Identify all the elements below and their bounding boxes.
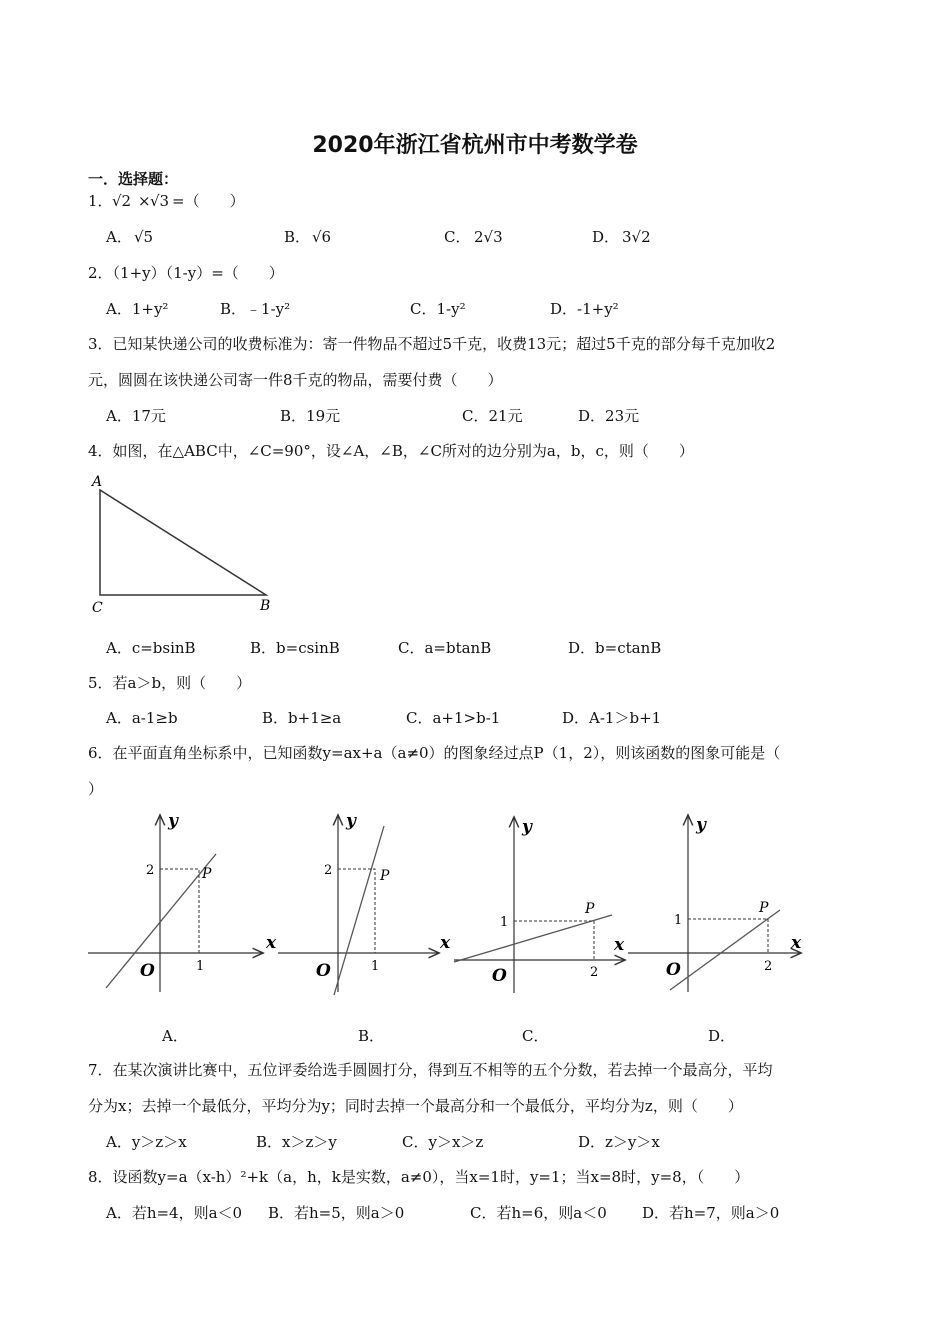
graph-d-y-label: y bbox=[696, 815, 706, 835]
graph-c-origin-label: O bbox=[492, 966, 507, 986]
q5-option-c: C．a+1>b-1 bbox=[406, 709, 501, 727]
graph-b-origin-label: O bbox=[316, 961, 331, 981]
q3-option-c: C．21元 bbox=[462, 407, 523, 425]
graph-a bbox=[88, 811, 277, 992]
graph-c-x-tick: 2 bbox=[590, 965, 599, 980]
q1-option-b-value: √6 bbox=[312, 228, 332, 246]
q3-stem-line1: 3．已知某快递公司的收费标准为：寄一件物品不超过5千克，收费13元；超过5千克的部分每千克加收2 bbox=[88, 335, 776, 353]
graph-a-origin-label: O bbox=[140, 961, 155, 981]
vertex-b-label: B bbox=[260, 598, 271, 614]
q1-times: × bbox=[138, 192, 151, 210]
graph-d-line bbox=[670, 910, 780, 990]
q1-option-b-label: B． bbox=[284, 228, 311, 246]
q8-option-b: B．若h=5，则a＞0 bbox=[268, 1204, 405, 1222]
graph-a-y-label: y bbox=[168, 811, 178, 831]
graph-c-y-label: y bbox=[522, 817, 532, 837]
graph-b-x-tick: 1 bbox=[371, 959, 380, 974]
graph-d-y-tick: 1 bbox=[674, 913, 683, 928]
q3-option-a: A．17元 bbox=[106, 407, 166, 425]
q4-option-b: B．b=csinB bbox=[250, 639, 340, 657]
graph-c-x-label: x bbox=[614, 935, 625, 955]
q2-option-d: D．-1+y² bbox=[550, 300, 619, 318]
graph-a-x-tick: 1 bbox=[196, 959, 205, 974]
q7-option-a: A．y＞z＞x bbox=[106, 1133, 187, 1151]
graph-a-x-label: x bbox=[266, 933, 277, 953]
q4-option-c: C．a=btanB bbox=[398, 639, 492, 657]
q8-option-a: A．若h=4，则a＜0 bbox=[106, 1204, 243, 1222]
vertex-a-label: A bbox=[92, 474, 103, 490]
page-title: 2020年浙江省杭州市中考数学卷 bbox=[312, 133, 638, 158]
q8-stem: 8．设函数y=a（x-h）²+k（a，h，k是实数，a≠0），当x=1时，y=1；当x=8时，y=8，（ ） bbox=[88, 1168, 750, 1186]
q2-option-c: C．1-y² bbox=[410, 300, 466, 318]
q3-option-d: D．23元 bbox=[578, 407, 640, 425]
graph-c-y-tick: 1 bbox=[500, 915, 509, 930]
q6-option-a: A． bbox=[162, 1027, 188, 1045]
q1-stem-tail: =（ ） bbox=[172, 192, 245, 210]
graph-b-point-label: P bbox=[380, 868, 390, 884]
graph-b bbox=[278, 811, 451, 995]
q1-option-d-value: 3√2 bbox=[622, 228, 651, 246]
q1-sqrt2: √2 bbox=[112, 192, 132, 210]
graph-c-line bbox=[454, 915, 612, 962]
graph-b-guides bbox=[338, 869, 375, 953]
graph-d-point-label: P bbox=[759, 900, 769, 916]
q8-option-c: C．若h=6，则a＜0 bbox=[470, 1204, 607, 1222]
q4-stem: 4．如图，在△ABC中，∠C=90°，设∠A，∠B，∠C所对的边分别为a，b，c，则（ ） bbox=[88, 442, 694, 460]
q8-option-d: D．若h=7，则a＞0 bbox=[642, 1204, 780, 1222]
q6-option-c: C． bbox=[522, 1027, 549, 1045]
graph-a-point-label: P bbox=[202, 866, 212, 882]
graph-d-x-label: x bbox=[791, 933, 802, 953]
q1-option-a-label: A． bbox=[106, 228, 132, 246]
q7-stem-line2: 分为x；去掉一个最低分，平均分为y；同时去掉一个最高分和一个最低分，平均分为z，则（ ） bbox=[88, 1097, 743, 1115]
q5-option-d: D．A-1＞b+1 bbox=[562, 709, 662, 727]
q2-option-b: B．﹣1-y² bbox=[220, 300, 291, 318]
graph-b-y-label: y bbox=[346, 811, 356, 831]
section-heading: 一．选择题： bbox=[88, 170, 179, 188]
vertex-c-label: C bbox=[92, 600, 103, 616]
q6-option-b: B． bbox=[358, 1027, 385, 1045]
q6-stem-line1: 6．在平面直角坐标系中，已知函数y=ax+a（a≠0）的图象经过点P（1，2），则该函数的图象可能是（ bbox=[88, 744, 781, 762]
graph-d-origin-label: O bbox=[666, 960, 681, 980]
q3-stem-line2: 元，圆圆在该快递公司寄一件8千克的物品，需要付费（ ） bbox=[88, 371, 503, 389]
q1-option-d-label: D． bbox=[592, 228, 620, 246]
q3-option-b: B．19元 bbox=[280, 407, 341, 425]
q5-stem: 5．若a＞b，则（ ） bbox=[88, 674, 252, 692]
q1-option-c-value: 2√3 bbox=[474, 228, 503, 246]
q5-option-a: A．a-1≥b bbox=[106, 709, 178, 727]
graph-c bbox=[454, 817, 625, 993]
graph-d-x-tick: 2 bbox=[764, 959, 773, 974]
q2-option-a: A．1+y² bbox=[106, 300, 169, 318]
q1-sqrt3: √3 bbox=[150, 192, 170, 210]
q7-option-c: C．y＞x＞z bbox=[402, 1133, 484, 1151]
triangle-figure bbox=[86, 468, 286, 618]
q6-graphs bbox=[80, 800, 820, 1010]
q1-option-c-label: C． bbox=[444, 228, 471, 246]
q7-stem-line1: 7．在某次演讲比赛中，五位评委给选手圆圆打分，得到互不相等的五个分数，若去掉一个最高分，平均 bbox=[88, 1061, 773, 1079]
graph-a-y-tick: 2 bbox=[146, 863, 155, 878]
q1-number: 1． bbox=[88, 192, 113, 210]
q4-option-a: A．c=bsinB bbox=[106, 639, 196, 657]
graph-b-y-tick: 2 bbox=[324, 863, 333, 878]
graph-c-point-label: P bbox=[585, 901, 595, 917]
q4-option-d: D．b=ctanB bbox=[568, 639, 662, 657]
graph-d bbox=[628, 815, 802, 992]
q5-option-b: B．b+1≥a bbox=[262, 709, 342, 727]
q6-stem-line2: ） bbox=[88, 780, 104, 798]
q7-option-d: D．z＞y＞x bbox=[578, 1133, 660, 1151]
q1-option-a-value: √5 bbox=[134, 228, 154, 246]
graph-b-x-label: x bbox=[440, 933, 451, 953]
q6-option-d: D． bbox=[708, 1027, 736, 1045]
q7-option-b: B．x＞z＞y bbox=[256, 1133, 337, 1151]
triangle-abc bbox=[100, 490, 266, 595]
q2-stem: 2．（1+y）（1-y）=（ ） bbox=[88, 264, 284, 282]
